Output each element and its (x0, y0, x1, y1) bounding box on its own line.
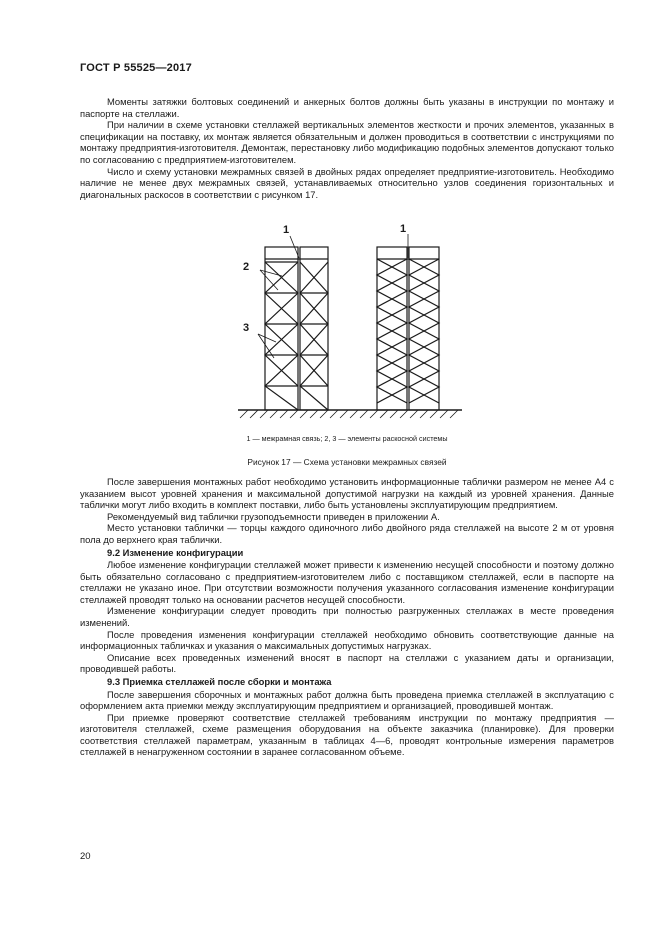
section-mounting-text (80, 96, 614, 200)
figure-legend: 1 — межрамная связь; 2, 3 — элементы раскосной системы (246, 434, 448, 443)
paragraph: Изменение конфигурации следует проводить при полностью разгруженных стеллажах в месте проведения изменений. (80, 605, 614, 629)
paragraph: При наличии в схеме установки стеллажей вертикальных элементов жесткости и прочих элементов, указанных в спецификации на поставку, их монтаж является обязательным и должен проводиться в соответствии с инструкциями по монтажу предприятия-изготовителя. Демонтаж, перестановку либо модификацию подобных элементов допускают только по согласованию с предприятием-изготовителем. (80, 119, 614, 165)
figure-17-diagram (230, 218, 470, 420)
figure-caption: Рисунок 17 — Схема установки межрамных связей (247, 457, 447, 467)
page-number: 20 (80, 851, 91, 862)
rack-right-double-row (377, 247, 439, 410)
paragraph: Рекомендуемый вид таблички грузоподъемности приведен в приложении А. (107, 510, 440, 522)
paragraph: Любое изменение конфигурации стеллажей может привести к изменению несущей способности и поэтому должно быть обязательно согласовано с предприятием-изготовителем либо с поставщиком стеллажей, если в паспорте на стеллажи не указано иное. При отсутствии возможности получения указанного согласования изменение конфигурации стеллажей проводят только на основании расчетов несущей способности. (80, 559, 614, 605)
callout-label-3: 3 (243, 322, 250, 334)
paragraph: Моменты затяжки болтовых соединений и анкерных болтов должны быть указаны в инструкции по монтажу и паспорте на стеллажи. (80, 96, 614, 119)
paragraph: Число и схему установки межрамных связей в двойных рядах определяет предприятие-изготовитель. Необходимо наличие не менее двух межрамных связей, устанавливаемых относительно узлов соединения горизонтальных и диагональных раскосов в соответствии с рисунком 17. (80, 165, 614, 200)
paragraph: После завершения сборочных и монтажных работ должна быть проведена приемка стеллажей в эксплуатацию с оформлением акта приемки между эксплуатирующим предприятием и организацией, проводившей монтаж. (80, 688, 614, 712)
heading-9-3: 9.3 Приемка стеллажей после сборки и монтажа (107, 676, 332, 687)
callout-label-1-right: 1 (400, 223, 407, 235)
paragraph: Описание всех проведенных изменений вносят в паспорт на стеллажи с указанием даты и организации, проводившей работы. (80, 651, 614, 675)
paragraph: Место установки таблички — торцы каждого одиночного либо двойного ряда стеллажей на высоте 2 м от уровня пола до верхнего края таблички. (80, 522, 614, 545)
rack-left-double-row (265, 247, 328, 410)
document-header: ГОСТ Р 55525—2017 (80, 62, 192, 74)
paragraph: После завершения монтажных работ необходимо установить информационные таблички размером не менее А4 с указанием высот уровней хранения и максимальной допустимой нагрузки на каждый из уровней хранения. Данные таблички могут либо входить в комплект поставки, либо быть установлены эксплуатирующим предприятием. (80, 476, 614, 511)
paragraph: При приемке проверяют соответствие стеллажей требованиям инструкции по монтажу предприятия — изготовителя стеллажей, схеме размещения оборудования на объекте заказчика (планировке). Для проверки соответствия стеллажей параметрам, указанным в таблицах 4—6, проводят контрольные измерения параметров стеллажей в ненагруженном состоянии в заранее согласованном объеме. (80, 711, 614, 758)
callout-label-2: 2 (243, 261, 250, 273)
floor-hatching (240, 410, 458, 418)
section-after-mounting-text (80, 476, 614, 758)
callout-label-1-left: 1 (283, 224, 290, 236)
heading-9-2: 9.2 Изменение конфигурации (107, 546, 244, 558)
paragraph: После проведения изменения конфигурации стеллажей необходимо обновить соответствующие данные на информационных табличках и указания о максимальных допустимых нагрузках. (80, 628, 614, 652)
